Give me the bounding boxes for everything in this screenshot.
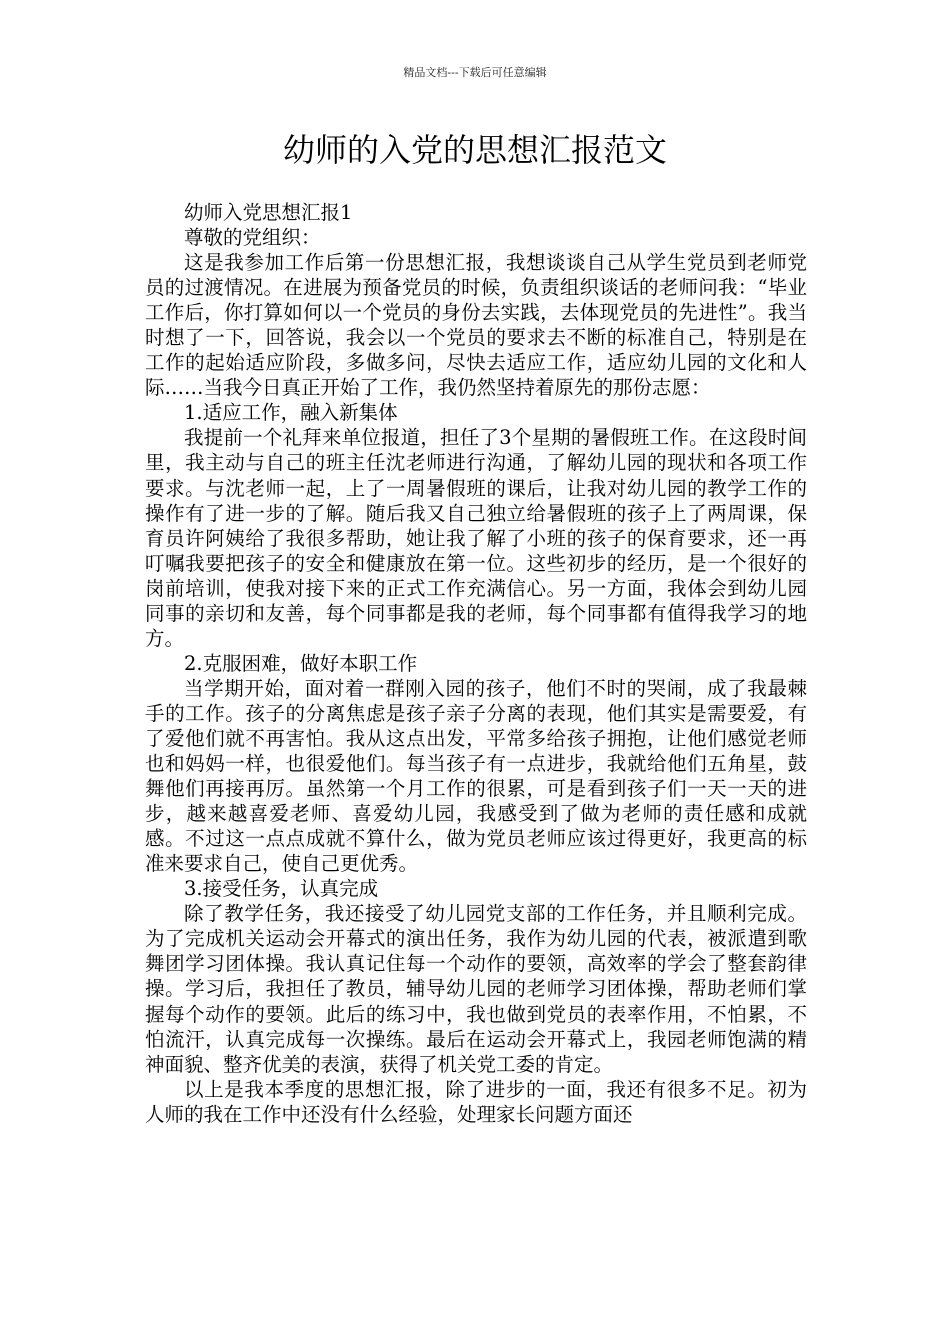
section-heading-3: 3.接受任务，认真完成: [184, 877, 379, 901]
document-body: [145, 200, 807, 1127]
paragraph-salutation: 尊敬的党组织：: [184, 226, 321, 250]
paragraph-section-3: 除了教学任务，我还接受了幼儿园党支部的工作任务，并且顺利完成。为了完成机关运动会开幕式的演出任务，我作为幼儿园的代表，被派遣到歌舞团学习团体操。我认真记住每一个动作的要领，高效率的学会了整套韵律操。学习后，我担任了教员，辅导幼儿园的老师学习团体操，帮助老师们掌握每个动作的要领。此后的练习中，我也做到党员的表率作用，不怕累，不怕流汗，认真完成每一次操练。最后在运动会开幕式上，我园老师饱满的精神面貌、整齐优美的表演，获得了机关党工委的肯定。: [145, 902, 807, 1076]
paragraph-section-1: 我提前一个礼拜来单位报道，担任了3个星期的暑假班工作。在这段时间里，我主动与自己的班主任沈老师进行沟通，了解幼儿园的现状和各项工作要求。与沈老师一起，上了一周暑假班的课后，让我对幼儿园的教学工作的操作有了进一步的了解。随后我又自己独立给暑假班的孩子上了两周课，保育员许阿姨给了我很多帮助，她让我了解了小班的孩子的保育要求，还一再叮嘱我要把孩子的安全和健康放在第一位。这些初步的经历，是一个很好的岗前培训，使我对接下来的正式工作充满信心。另一方面，我体会到幼儿园同事的亲切和友善，每个同事都是我的老师，每个同事都有值得我学习的地方。: [145, 426, 807, 650]
paragraph-report-heading: 幼师入党思想汇报1: [184, 201, 353, 224]
paragraph-section-2: 当学期开始，面对着一群刚入园的孩子，他们不时的哭闹，成了我最棘手的工作。孩子的分离焦虑是孩子亲子分离的表现，他们其实是需要爱，有了爱他们就不再害怕。我从这点出发，平常多给孩子拥抱，让他们感觉老师也和妈妈一样，也很爱他们。每当孩子有一点进步，我就给他们五角星，鼓舞他们再接再厉。虽然第一个月工作的很累，可是看到孩子们一天一天的进步，越来越喜爱老师、喜爱幼儿园，我感受到了做为老师的责任感和成就感。不过这一点点成就不算什么，做为党员老师应该过得更好，我更高的标准来要求自己，使自己更优秀。: [145, 676, 807, 876]
paragraph-intro: 这是我参加工作后第一份思想汇报，我想谈谈自己从学生党员到老师党员的过渡情况。在进展为预备党员的时候，负责组织谈话的老师问我：“毕业工作后，你打算如何以一个党员的身份去实践，去体现党员的先进性”。我当时想了一下，回答说，我会以一个党员的要求去不断的标准自己，特别是在工作的起始适应阶段，多做多问，尽快去适应工作，适应幼儿园的文化和人际……当我今日真正开始了工作，我仍然坚持着原先的那份志愿：: [145, 251, 807, 400]
document-title: 幼师的入党的思想汇报范文: [282, 131, 667, 169]
section-heading-2: 2.克服困难，做好本职工作: [184, 651, 418, 675]
header-note: 精品文档---下载后可任意编辑: [403, 66, 547, 79]
section-heading-1: 1.适应工作，融入新集体: [184, 401, 398, 425]
paragraph-conclusion: 以上是我本季度的思想汇报，除了进步的一面，我还有很多不足。初为人师的我在工作中还没有什么经验，处理家长问题方面还: [145, 1077, 807, 1126]
